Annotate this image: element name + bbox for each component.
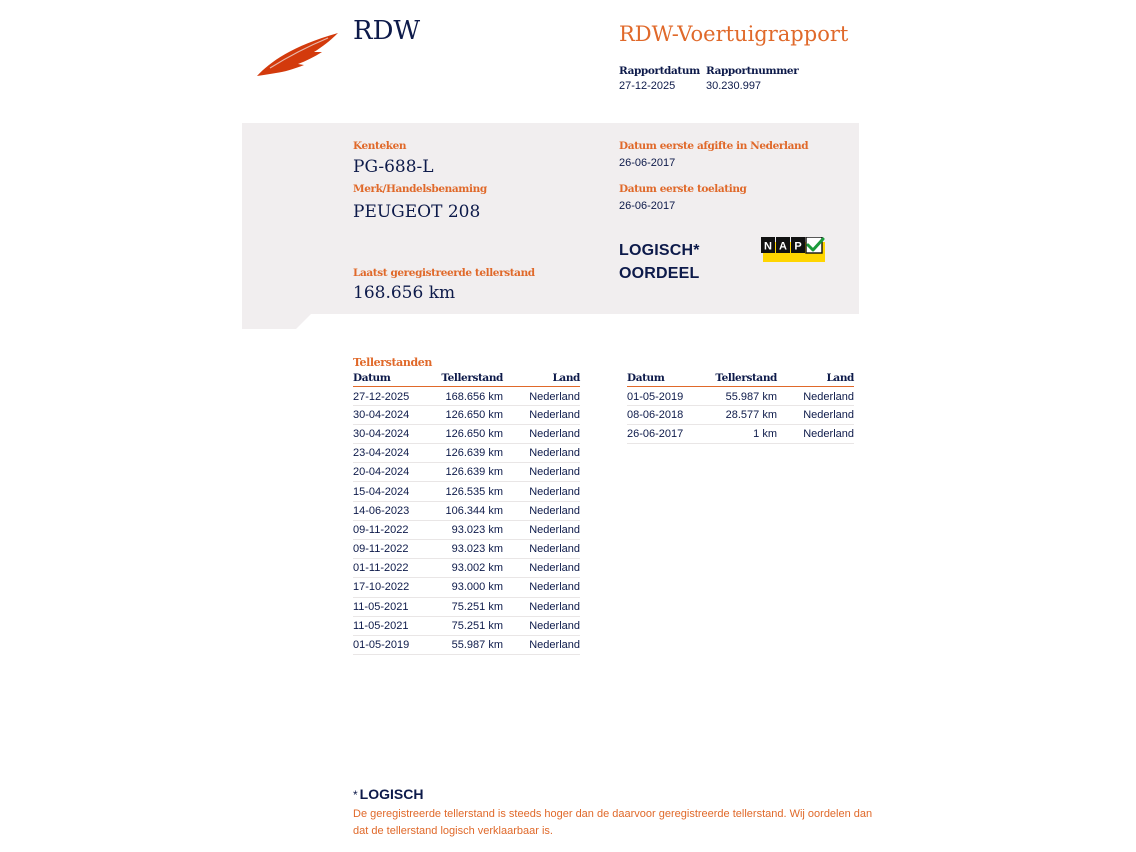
make-value: PEUGEOT 208 xyxy=(353,202,481,222)
reading-date: 30-04-2024 xyxy=(353,424,423,443)
nap-letter-a: A xyxy=(779,240,787,253)
reading-km: 28.577 km xyxy=(697,405,777,424)
col-date: Datum xyxy=(627,372,697,386)
footnote-title-text: LOGISCH xyxy=(359,786,424,802)
readings-table-right xyxy=(627,372,854,444)
first-admission-value: 26-06-2017 xyxy=(619,200,676,212)
reading-country: Nederland xyxy=(503,520,580,539)
table-row xyxy=(627,405,854,424)
reading-km: 106.344 km xyxy=(423,501,503,520)
col-country: Land xyxy=(777,372,854,386)
reading-km: 126.650 km xyxy=(423,405,503,424)
col-km: Tellerstand xyxy=(697,372,777,386)
reading-country: Nederland xyxy=(503,386,580,405)
table-row xyxy=(353,520,580,539)
report-date: 27-12-2025 xyxy=(619,80,676,92)
reading-country: Nederland xyxy=(503,482,580,501)
reading-km: 93.000 km xyxy=(423,578,503,597)
reading-country: Nederland xyxy=(503,635,580,654)
col-km: Tellerstand xyxy=(423,372,503,386)
reading-km: 168.656 km xyxy=(423,386,503,405)
plate-value: PG-688-L xyxy=(353,157,434,177)
reading-date: 09-11-2022 xyxy=(353,520,423,539)
panel-tab-decoration xyxy=(242,313,312,329)
reading-country: Nederland xyxy=(503,597,580,616)
reading-km: 75.251 km xyxy=(423,597,503,616)
table-row xyxy=(353,463,580,482)
footnote-star: * xyxy=(353,788,358,802)
make-label: Merk/Handelsbenaming xyxy=(353,183,487,195)
table-row xyxy=(353,405,580,424)
reading-km: 55.987 km xyxy=(697,386,777,405)
report-number-label: Rapportnummer xyxy=(706,65,799,77)
reading-date: 17-10-2022 xyxy=(353,578,423,597)
reading-date: 09-11-2022 xyxy=(353,540,423,559)
report-date-label: Rapportdatum xyxy=(619,65,700,77)
reading-date: 11-05-2021 xyxy=(353,597,423,616)
reading-country: Nederland xyxy=(503,463,580,482)
table-row xyxy=(353,578,580,597)
reading-date: 15-04-2024 xyxy=(353,482,423,501)
reading-km: 93.023 km xyxy=(423,540,503,559)
reading-km: 75.251 km xyxy=(423,616,503,635)
table-row xyxy=(353,501,580,520)
report-title: RDW-Voertuigrapport xyxy=(619,22,849,46)
table-row xyxy=(353,635,580,654)
reading-km: 126.650 km xyxy=(423,424,503,443)
last-reading-value: 168.656 km xyxy=(353,283,456,303)
table-row xyxy=(627,386,854,405)
reading-km: 93.023 km xyxy=(423,520,503,539)
readings-title: Tellerstanden xyxy=(353,356,432,369)
verdict-line-2: OORDEEL xyxy=(619,265,700,282)
col-country: Land xyxy=(503,372,580,386)
reading-country: Nederland xyxy=(777,386,854,405)
reading-date: 30-04-2024 xyxy=(353,405,423,424)
reading-date: 08-06-2018 xyxy=(627,405,697,424)
reading-km: 126.639 km xyxy=(423,463,503,482)
table-row xyxy=(627,424,854,443)
nap-letter-p: P xyxy=(794,240,802,253)
table-row xyxy=(353,616,580,635)
col-date: Datum xyxy=(353,372,423,386)
nap-checkmark-logo xyxy=(761,237,827,263)
first-nl-label: Datum eerste afgifte in Nederland xyxy=(619,140,809,152)
report-number: 30.230.997 xyxy=(706,80,762,92)
reading-country: Nederland xyxy=(777,405,854,424)
plate-label: Kenteken xyxy=(353,140,407,152)
table-row xyxy=(353,540,580,559)
reading-country: Nederland xyxy=(777,424,854,443)
reading-country: Nederland xyxy=(503,559,580,578)
first-admission-label: Datum eerste toelating xyxy=(619,183,747,195)
rdw-feather-logo xyxy=(256,32,340,78)
reading-km: 1 km xyxy=(697,424,777,443)
reading-country: Nederland xyxy=(503,405,580,424)
table-row xyxy=(353,597,580,616)
footnote-text: De geregistreerde tellerstand is steeds hoger dan de daarvoor geregistreerde tellerstand. Wij oordelen dan dat de tellerstand logisch verklaarbaar is. xyxy=(353,808,873,837)
table-row xyxy=(353,559,580,578)
footnote-title xyxy=(353,786,423,802)
reading-km: 126.535 km xyxy=(423,482,503,501)
reading-date: 27-12-2025 xyxy=(353,386,423,405)
table-row xyxy=(353,482,580,501)
reading-country: Nederland xyxy=(503,540,580,559)
brand-name: RDW xyxy=(353,16,421,46)
table-row xyxy=(353,424,580,443)
last-reading-label: Laatst geregistreerde tellerstand xyxy=(353,267,535,279)
table-row xyxy=(353,386,580,405)
reading-km: 93.002 km xyxy=(423,559,503,578)
first-nl-value: 26-06-2017 xyxy=(619,157,676,169)
reading-country: Nederland xyxy=(503,444,580,463)
reading-country: Nederland xyxy=(503,424,580,443)
nap-letter-n: N xyxy=(764,240,772,253)
verdict xyxy=(619,239,700,285)
verdict-line-1: LOGISCH* xyxy=(619,242,700,259)
table-row xyxy=(353,444,580,463)
reading-date: 01-05-2019 xyxy=(627,386,697,405)
reading-km: 126.639 km xyxy=(423,444,503,463)
reading-country: Nederland xyxy=(503,616,580,635)
reading-country: Nederland xyxy=(503,501,580,520)
reading-date: 23-04-2024 xyxy=(353,444,423,463)
reading-km: 55.987 km xyxy=(423,635,503,654)
readings-table-left xyxy=(353,372,580,655)
reading-country: Nederland xyxy=(503,578,580,597)
reading-date: 11-05-2021 xyxy=(353,616,423,635)
reading-date: 26-06-2017 xyxy=(627,424,697,443)
reading-date: 14-06-2023 xyxy=(353,501,423,520)
reading-date: 01-11-2022 xyxy=(353,559,423,578)
reading-date: 20-04-2024 xyxy=(353,463,423,482)
reading-date: 01-05-2019 xyxy=(353,635,423,654)
